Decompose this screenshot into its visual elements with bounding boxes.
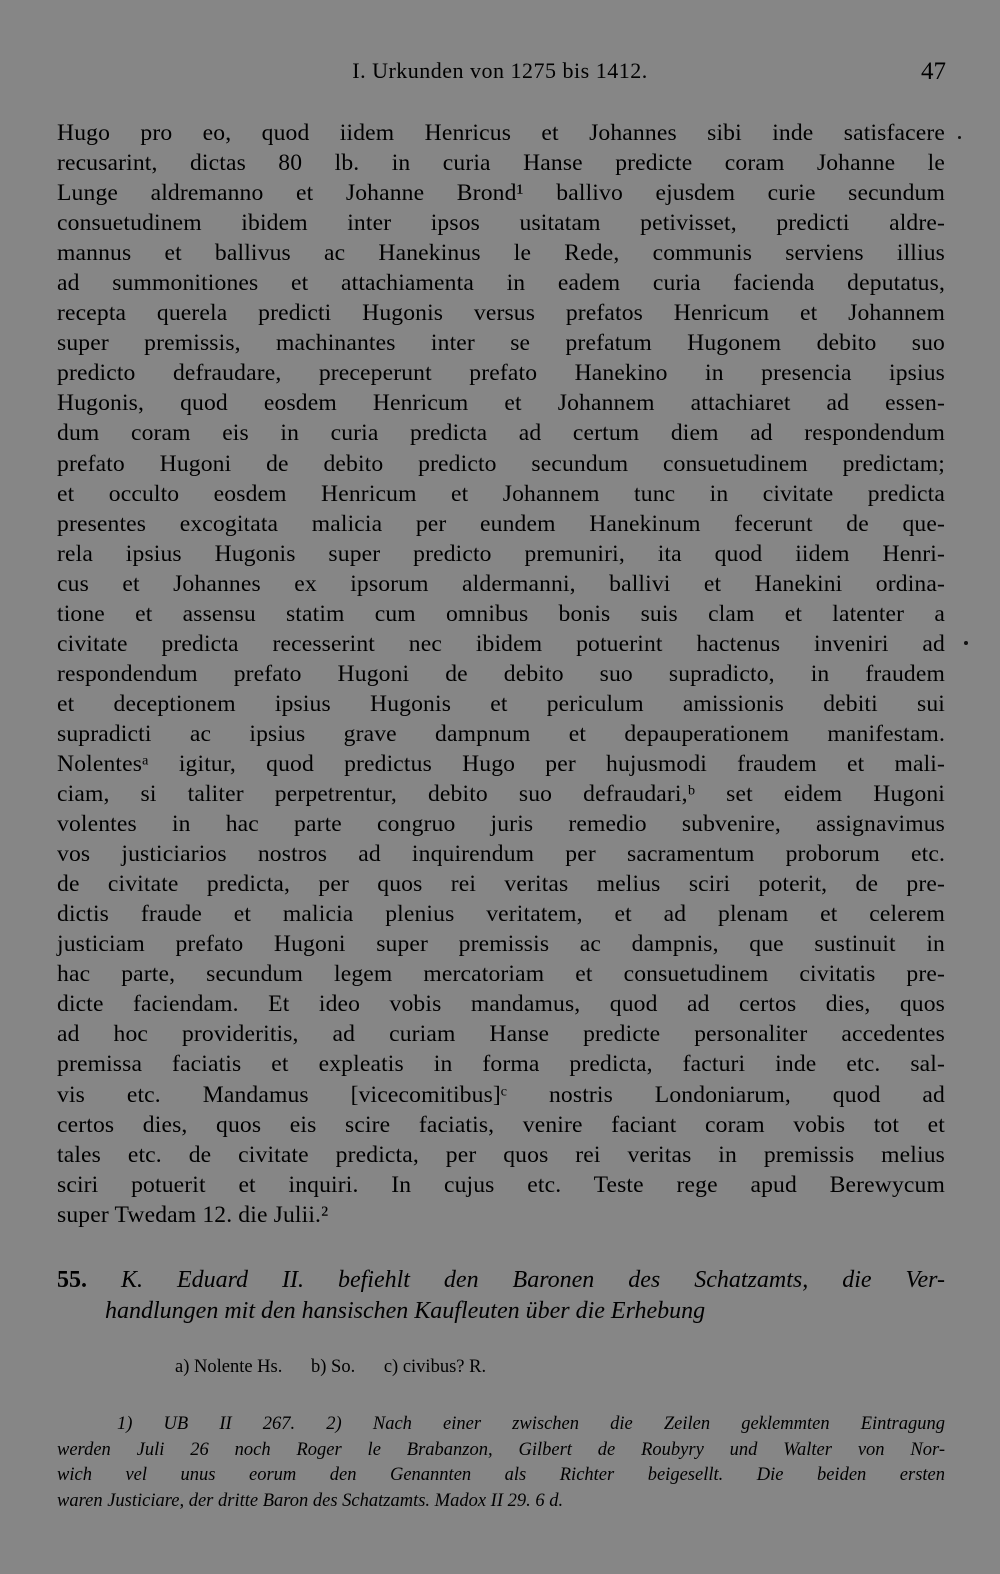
body-text-line: super premissis, machinantes inter se prefatum Hugonem debito suo	[57, 330, 945, 357]
footnote-line: werden Juli 26 noch Roger le Brabanzon, Gilbert de Roubyry und Walter von Nor-	[57, 1439, 945, 1460]
body-text-line: supradicti ac ipsius grave dampnum et depauperationem manifestam.	[57, 720, 945, 747]
body-text-line: vos justiciarios nostros ad inquirendum per sacramentum proborum etc.	[57, 841, 945, 868]
document-title-line-1: K. Eduard II. befiehlt den Baronen des Schatzamts, die Ver-	[120, 1267, 945, 1293]
body-text-line: ciam, si taliter perpetrentur, debito suo defraudari,ᵇ set eidem Hugoni	[57, 781, 945, 808]
body-text-line: civitate predicta recesserint nec ibidem potuerint hactenus inveniri ad	[57, 630, 945, 657]
body-text-line: ad hoc provideritis, ad curiam Hanse predicte personaliter accedentes	[57, 1021, 945, 1048]
document-body-text	[57, 118, 945, 1230]
body-text-line: hac parte, secundum legem mercatoriam et consuetudinem civitatis pre-	[57, 961, 945, 988]
body-text-line: justiciam prefato Hugoni super premissis ac dampnis, que sustinuit in	[57, 931, 945, 958]
body-text-line: consuetudinem ibidem inter ipsos usitatam petivisset, predicti aldre-	[57, 210, 945, 237]
body-text-line: super Twedam 12. die Julii.²	[57, 1201, 329, 1228]
body-text-line: tione et assensu statim cum omnibus bonis suis clam et latenter a	[57, 600, 945, 627]
page-number: 47	[921, 58, 946, 85]
body-text-line: dicte faciendam. Et ideo vobis mandamus, quod ad certos dies, quos	[57, 991, 945, 1018]
body-text-line: respondendum prefato Hugoni de debito suo supradicto, in fraudem	[57, 660, 945, 687]
footnote-line: 1) UB II 267. 2) Nach einer zwischen die Zeilen geklemmten Eintragung	[117, 1414, 945, 1434]
footnote-line: waren Justiciare, der dritte Baron des Schatzamts. Madox II 29. 6 d.	[57, 1490, 564, 1511]
document-55-heading	[57, 1265, 945, 1327]
body-text-line: presentes excogitata malicia per eundem Hanekinum fecerunt de que-	[57, 510, 945, 537]
footnotes	[57, 1412, 945, 1514]
body-text-line: sciri potuerit et inquiri. In cujus etc. Teste rege apud Berewycum	[57, 1171, 945, 1198]
body-text-line: Lunge aldremanno et Johanne Brond¹ ballivo ejusdem curie secundum	[57, 180, 945, 207]
body-text-line: ad summonitiones et attachiamenta in eadem curia facienda deputatus,	[57, 270, 945, 297]
body-text-line: dum coram eis in curia predicta ad certum diem ad respondendum	[57, 420, 945, 447]
document-title-line-2: handlungen mit den hansischen Kaufleuten über die Erhebung	[105, 1298, 706, 1324]
body-text-line: recusarint, dictas 80 lb. in curia Hanse predicte coram Johanne le	[57, 150, 945, 177]
body-text-line: et deceptionem ipsius Hugonis et periculum amissionis debiti sui	[57, 690, 945, 717]
critical-apparatus	[175, 1357, 510, 1378]
body-text-line: Hugo pro eo, quod iidem Henricus et Johannes sibi inde satisfacere	[57, 120, 945, 146]
body-text-line: Hugonis, quod eosdem Henricum et Johannem attachiaret ad essen-	[57, 390, 945, 417]
body-text-line: predicto defraudare, preceperunt prefato Hanekino in presencia ipsius	[57, 360, 945, 387]
body-text-line: vis etc. Mandamus [vicecomitibus]ᶜ nostris Londoniarum, quod ad	[57, 1081, 945, 1108]
body-text-line: recepta querela predicti Hugonis versus prefatos Henricum et Johannem	[57, 300, 945, 327]
page-header	[56, 58, 944, 94]
body-text-line: tales etc. de civitate predicta, per quos rei veritas in premissis melius	[57, 1141, 945, 1168]
apparatus-note-a: a) Nolente Hs.	[175, 1357, 283, 1377]
body-text-line: dictis fraude et malicia plenius veritatem, et ad plenam et celerem	[57, 901, 945, 928]
document-number: 55.	[57, 1267, 87, 1293]
footnote-line: wich vel unus eorum den Genannten als Richter beigesellt. Die beiden ersten	[57, 1465, 945, 1485]
print-speck	[958, 136, 961, 139]
body-text-line: certos dies, quos eis scire faciatis, venire faciant coram vobis tot et	[57, 1111, 945, 1138]
body-text-line: prefato Hugoni de debito predicto secundum consuetudinem predictam;	[57, 450, 945, 477]
body-text-line: et occulto eosdem Henricum et Johannem tunc in civitate predicta	[57, 480, 945, 507]
print-speck	[964, 641, 968, 645]
apparatus-note-c: c) civibus? R.	[383, 1357, 487, 1377]
body-text-line: premissa faciatis et expleatis in forma predicta, facturi inde etc. sal-	[57, 1051, 945, 1078]
body-text-line: de civitate predicta, per quos rei veritas melius sciri poterit, de pre-	[57, 871, 945, 898]
body-text-line: mannus et ballivus ac Hanekinus le Rede, communis serviens illius	[57, 240, 945, 267]
body-text-line: rela ipsius Hugonis super predicto premuniri, ita quod iidem Henri-	[57, 540, 945, 567]
apparatus-note-b: b) So.	[311, 1357, 356, 1377]
document-heading-line	[57, 1265, 945, 1296]
body-text-line: volentes in hac parte congruo juris remedio subvenire, assignavimus	[57, 811, 945, 838]
body-text-line: Nolentesᵃ igitur, quod predictus Hugo per hujusmodi fraudem et mali-	[57, 750, 945, 777]
body-text-line: cus et Johannes ex ipsorum aldermanni, ballivi et Hanekini ordina-	[57, 570, 945, 597]
running-title: I. Urkunden von 1275 bis 1412.	[352, 58, 648, 83]
